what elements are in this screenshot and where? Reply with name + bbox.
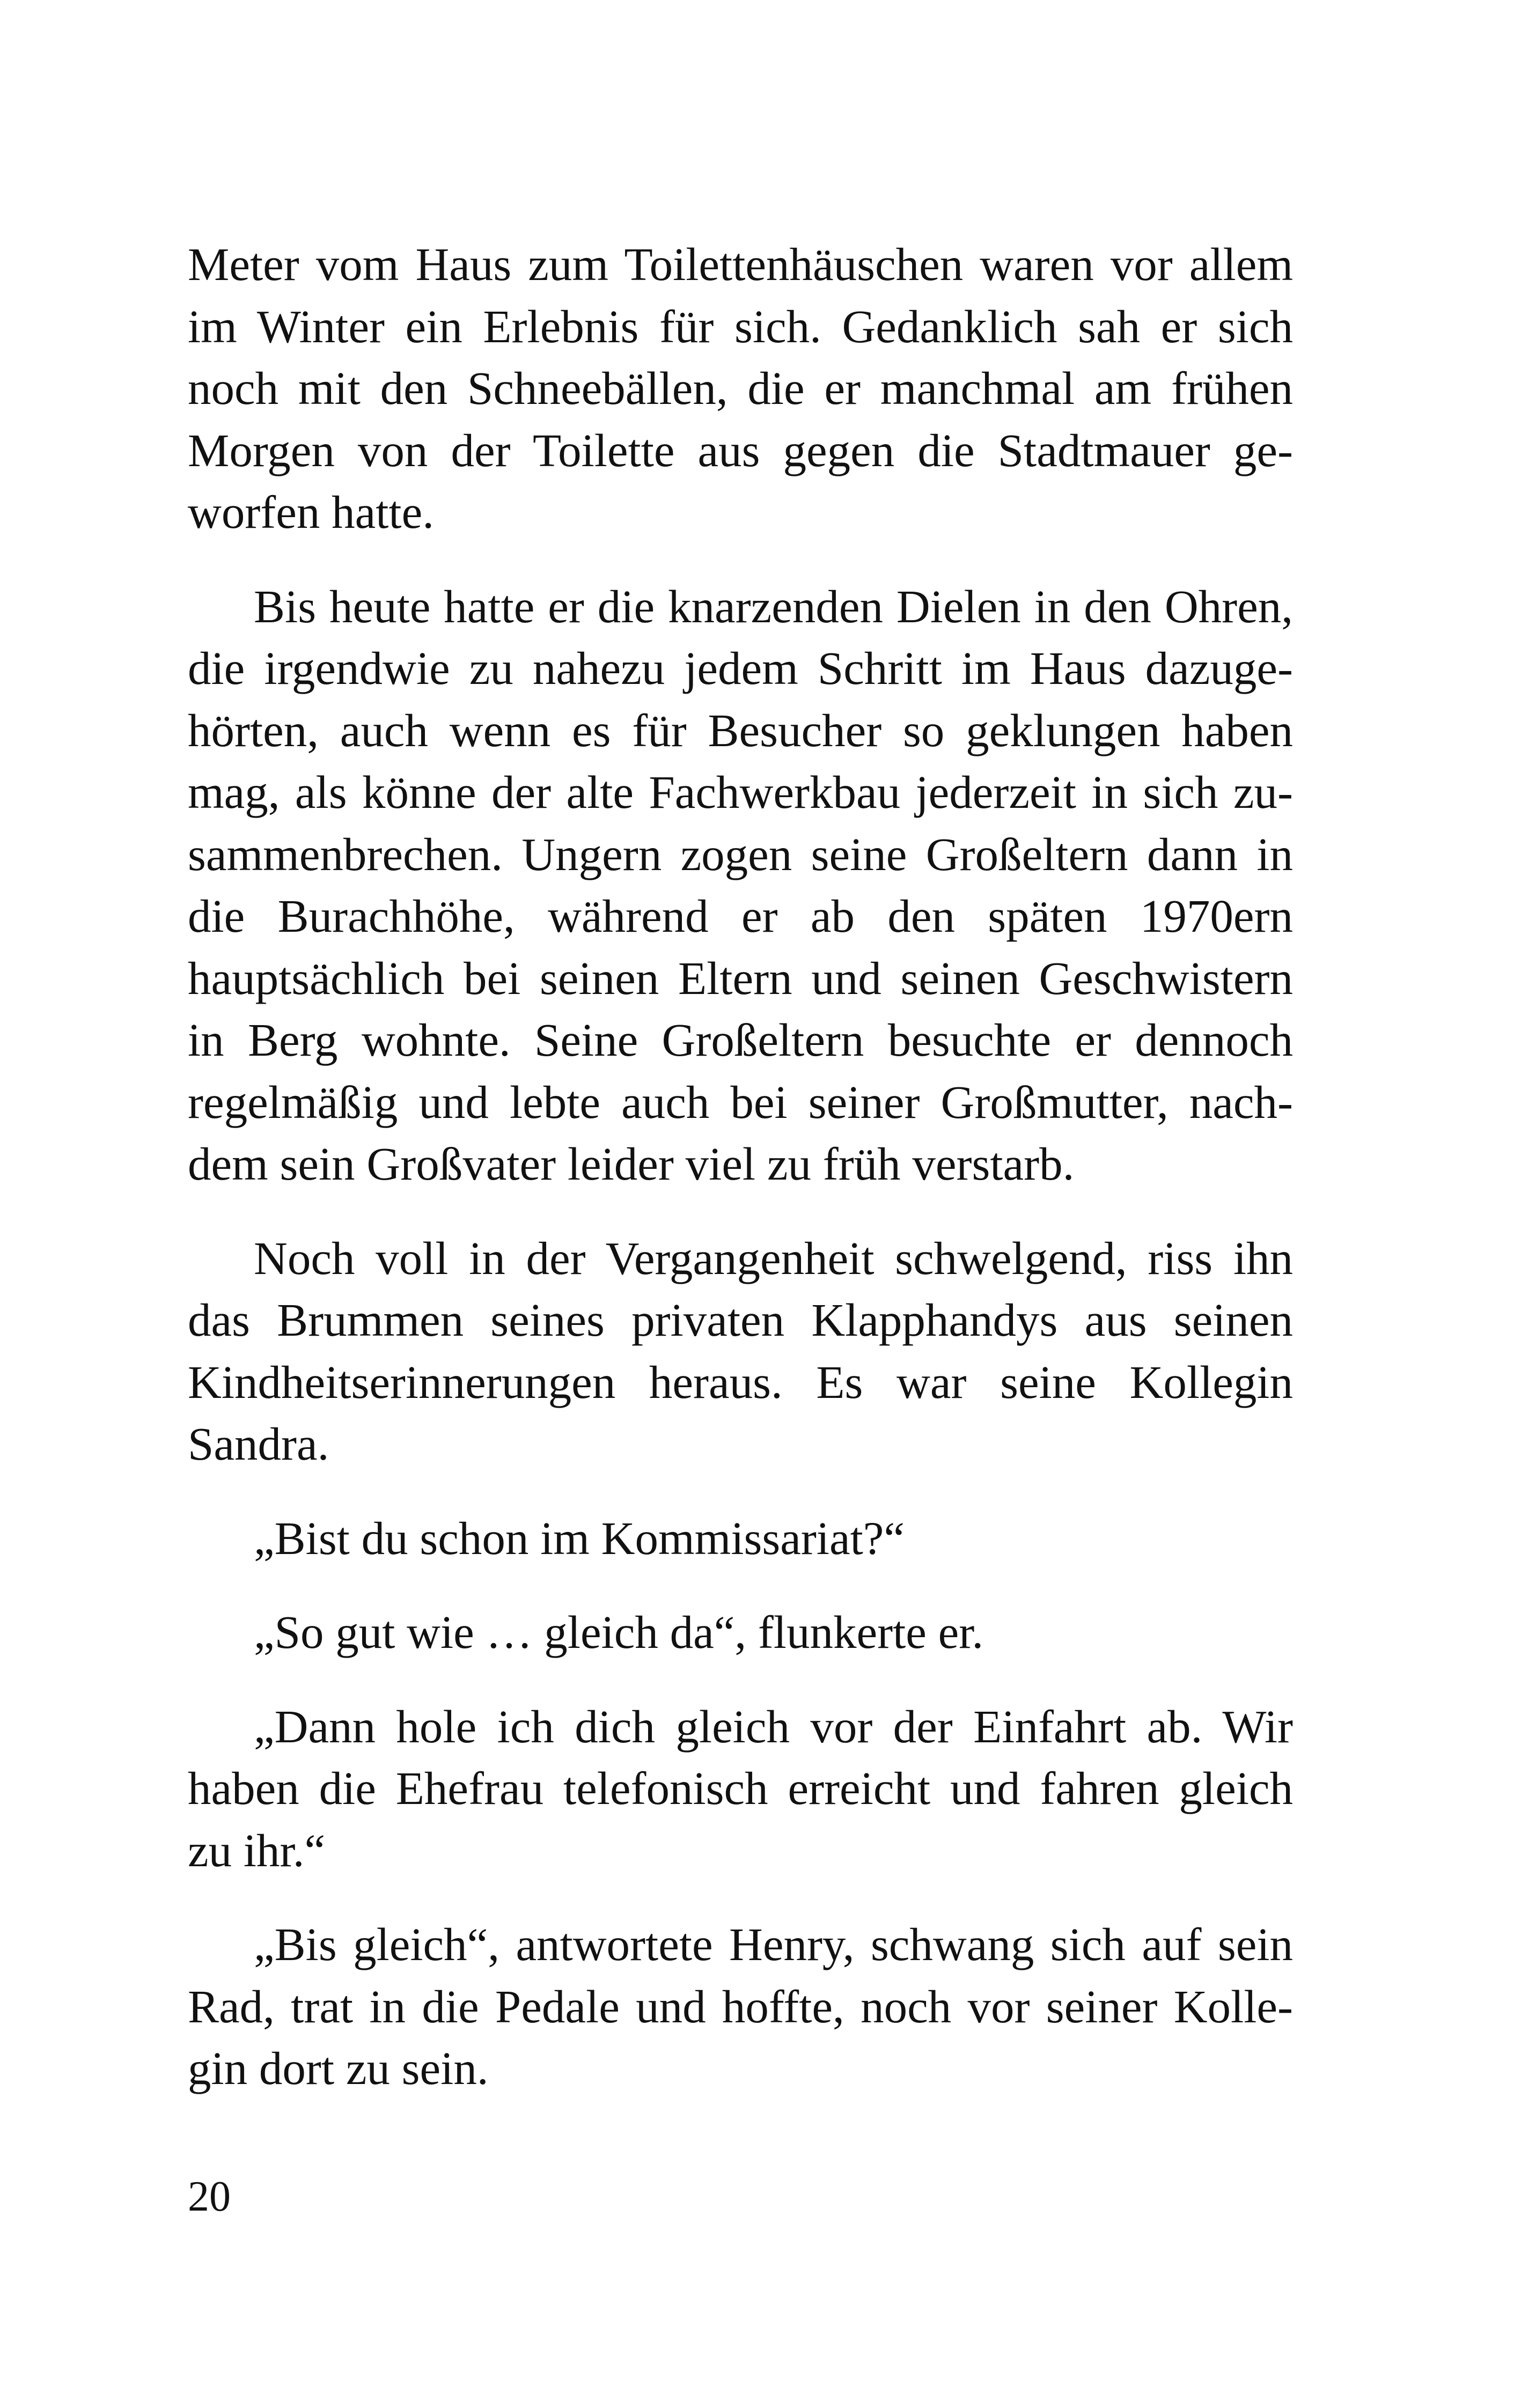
text-line: Noch voll in der Vergangenheit schwelgend, riss ihn [254,1232,1293,1284]
text-line: Sandra. [188,1418,329,1470]
paragraph [188,1696,1293,1882]
text-line: hörten, auch wenn es für Besucher so geklungen haben [188,704,1293,756]
text-line: im Winter ein Erlebnis für sich. Gedanklich sah er sich [188,300,1293,352]
text-line: Bis heute hatte er die knarzenden Dielen in den Ohren, [254,580,1293,632]
text-line: Rad, trat in die Pedale und hoffte, noch vor seiner Kolle- [188,1980,1293,2033]
text-line: das Brummen seines privaten Klapphandys aus seinen [188,1294,1293,1346]
page-number: 20 [188,2173,231,2220]
text-line: „Bis gleich“, antwortete Henry, schwang sich auf sein [254,1918,1293,1970]
paragraph [188,576,1293,1195]
text-line: die Burachhöhe, während er ab den späten 1970ern [188,890,1293,942]
paragraph [188,1507,1293,1570]
text-line: worfen hatte. [188,486,434,538]
text-line: noch mit den Schneebällen, die er manchmal am frühen [188,362,1293,414]
text-line: haben die Ehefrau telefonisch erreicht und fahren gleich [188,1762,1293,1814]
text-line: gin dort zu sein. [188,2042,489,2094]
text-line: in Berg wohnte. Seine Großeltern besuchte er dennoch [188,1014,1293,1066]
paragraph [188,1913,1293,2100]
text-line: hauptsächlich bei seinen Eltern und seinen Geschwistern [188,952,1293,1004]
text-line: regelmäßig und lebte auch bei seiner Großmutter, nach- [188,1076,1293,1128]
text-line: sammenbrechen. Ungern zogen seine Großeltern dann in [188,828,1293,880]
text-line: Meter vom Haus zum Toilettenhäuschen waren vor allem [188,238,1293,290]
text-line: zu ihr.“ [188,1824,326,1876]
text-line: Kindheitserinnerungen heraus. Es war seine Kollegin [188,1356,1293,1408]
body-text [188,233,1293,2100]
text-line: „So gut wie … gleich da“, flunkerte er. [254,1606,984,1658]
text-line: mag, als könne der alte Fachwerkbau jederzeit in sich zu- [188,766,1293,818]
text-line: „Dann hole ich dich gleich vor der Einfahrt ab. Wir [254,1700,1293,1752]
text-line: dem sein Großvater leider viel zu früh verstarb. [188,1138,1075,1190]
paragraph [188,233,1293,543]
paragraph [188,1227,1293,1475]
text-line: die irgendwie zu nahezu jedem Schritt im Haus dazuge- [188,642,1293,694]
text-line: Morgen von der Toilette aus gegen die Stadtmauer ge- [188,424,1293,476]
paragraph [188,1601,1293,1663]
text-line: „Bist du schon im Kommissariat?“ [254,1512,905,1564]
